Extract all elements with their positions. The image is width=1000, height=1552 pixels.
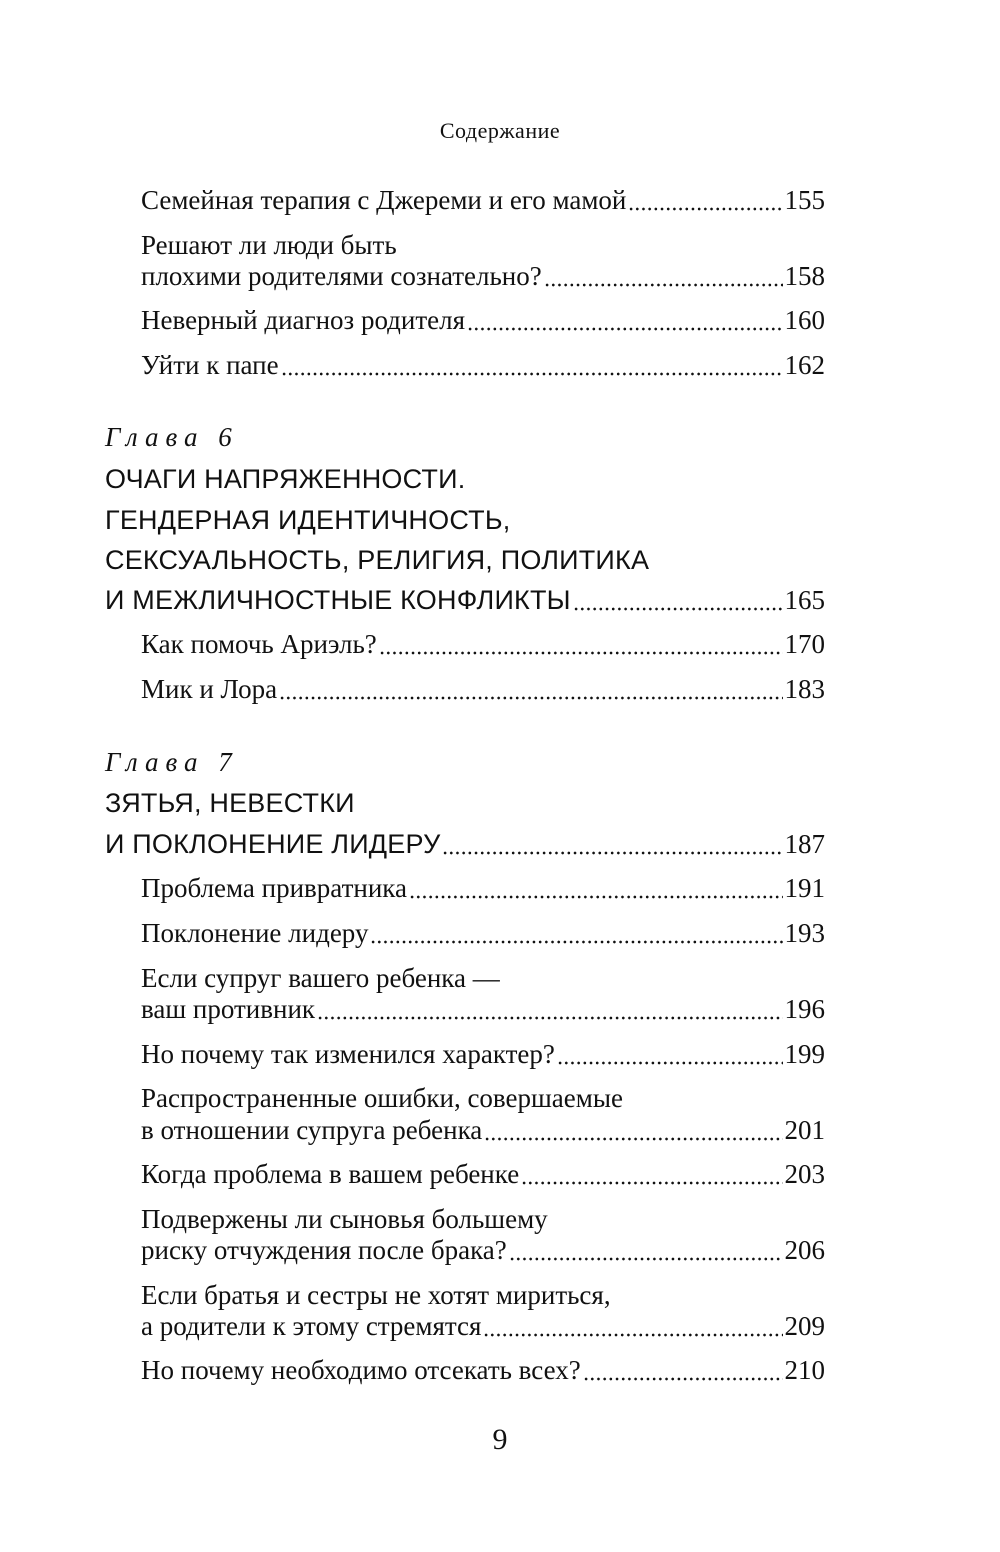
leader-dots [379, 633, 783, 655]
toc-entry[interactable] [141, 260, 825, 292]
toc-entry[interactable] [141, 1038, 825, 1070]
toc-entry-page: 158 [784, 261, 825, 291]
toc-entry-title: ваш противник [141, 994, 316, 1024]
chapter-label: Глава 7 [105, 747, 239, 777]
toc-entry-page: 199 [784, 1039, 825, 1069]
chapter-title-line[interactable]: ЗЯТЬЯ, НЕВЕСТКИ [105, 788, 355, 818]
leader-dots [573, 589, 783, 611]
leader-dots [521, 1163, 782, 1185]
toc-entry-page: 191 [784, 873, 825, 903]
chapter-title-line[interactable]: ГЕНДЕРНАЯ ИДЕНТИЧНОСТЬ, [105, 505, 511, 535]
toc-entry-title: Семейная терапия с Джереми и его мамой [141, 185, 627, 215]
leader-dots [483, 1315, 782, 1337]
chapter-title-line[interactable]: СЕКСУАЛЬНОСТЬ, РЕЛИГИЯ, ПОЛИТИКА [105, 545, 650, 575]
leader-dots [281, 354, 783, 376]
toc-entry-page: 206 [784, 1235, 825, 1265]
leader-dots [583, 1359, 783, 1381]
toc-entry-line[interactable] [141, 962, 825, 994]
toc-entry-page: 209 [784, 1311, 825, 1341]
toc-entry-title: Уйти к папе [141, 350, 279, 380]
toc-entry-title: Но почему необходимо отсекать всех? [141, 1355, 581, 1385]
toc-entry-title: Подвержены ли сыновья большему [141, 1204, 548, 1234]
toc-entry[interactable] [141, 628, 825, 660]
toc-entry-title: а родители к этому стремятся [141, 1311, 482, 1341]
toc-entry[interactable] [141, 184, 825, 216]
leader-dots [370, 922, 782, 944]
toc-entry-title: Поклонение лидеру [141, 918, 369, 948]
toc-entry[interactable] [141, 349, 825, 381]
leader-dots [279, 678, 782, 700]
toc-entry-title: Решают ли люди быть [141, 230, 397, 260]
toc-entry-line[interactable] [141, 229, 825, 261]
toc-entry-title: риску отчуждения после брака? [141, 1235, 507, 1265]
toc-entry[interactable] [141, 1310, 825, 1342]
toc-entry-title: Как помочь Ариэль? [141, 629, 377, 659]
toc-entry-line[interactable] [141, 1082, 825, 1114]
leader-dots [317, 998, 782, 1020]
toc-entry-page: 201 [784, 1115, 825, 1145]
leader-dots [409, 877, 783, 899]
toc-entry-title: Но почему так изменился характер? [141, 1039, 555, 1069]
toc-entry[interactable] [141, 304, 825, 336]
toc-entry-page: 193 [784, 918, 825, 948]
toc-entry-page: 162 [784, 350, 825, 380]
leader-dots [442, 833, 782, 855]
toc-entry-title: Если братья и сестры не хотят мириться, [141, 1280, 611, 1310]
page-number: 9 [492, 1423, 508, 1456]
toc-entry[interactable] [141, 993, 825, 1025]
leader-dots [467, 309, 782, 331]
toc-entry-page: 155 [784, 185, 825, 215]
chapter-title-line: И МЕЖЛИЧНОСТНЫЕ КОНФЛИКТЫ [105, 585, 571, 615]
chapter-title-line: И ПОКЛОНЕНИЕ ЛИДЕРУ [105, 829, 441, 859]
running-header: Содержание [439, 118, 561, 143]
chapter-entry[interactable] [105, 828, 825, 860]
toc-entry[interactable] [141, 1158, 825, 1190]
toc-entry-title: Проблема привратника [141, 873, 407, 903]
chapter-title-line[interactable]: ОЧАГИ НАПРЯЖЕННОСТИ. [105, 464, 466, 494]
chapter-entry[interactable] [105, 584, 825, 616]
toc-entry-page: 170 [784, 629, 825, 659]
toc-entry[interactable] [141, 1354, 825, 1386]
chapter-label: Глава 6 [105, 422, 239, 452]
leader-dots [628, 189, 782, 211]
toc-entry-title: Если супруг вашего ребенка — [141, 963, 500, 993]
toc-entry-title: Неверный диагноз родителя [141, 305, 466, 335]
leader-dots [544, 265, 783, 287]
toc-entry[interactable] [141, 917, 825, 949]
toc-entry-page: 203 [784, 1159, 825, 1189]
leader-dots [509, 1239, 783, 1261]
toc-entry-page: 210 [784, 1355, 825, 1385]
leader-dots [484, 1119, 782, 1141]
toc-entry-title: Когда проблема в вашем ребенке [141, 1159, 520, 1189]
toc-entry[interactable] [141, 1234, 825, 1266]
toc-entry[interactable] [141, 1114, 825, 1146]
toc-entry[interactable] [141, 872, 825, 904]
toc-entry-title: в отношении супруга ребенка [141, 1115, 483, 1145]
toc-entry-title: Распространенные ошибки, совершаемые [141, 1083, 623, 1113]
toc-entry-title: Мик и Лора [141, 674, 278, 704]
toc-entry-page: 196 [784, 994, 825, 1024]
toc-entry-line[interactable] [141, 1203, 825, 1235]
toc-entry-title: плохими родителями сознательно? [141, 261, 542, 291]
toc-entry[interactable] [141, 673, 825, 705]
leader-dots [557, 1043, 783, 1065]
toc-entry-line[interactable] [141, 1279, 825, 1311]
chapter-page: 187 [784, 829, 825, 859]
chapter-page: 165 [784, 585, 825, 615]
toc-entry-page: 160 [784, 305, 825, 335]
toc-entry-page: 183 [784, 674, 825, 704]
